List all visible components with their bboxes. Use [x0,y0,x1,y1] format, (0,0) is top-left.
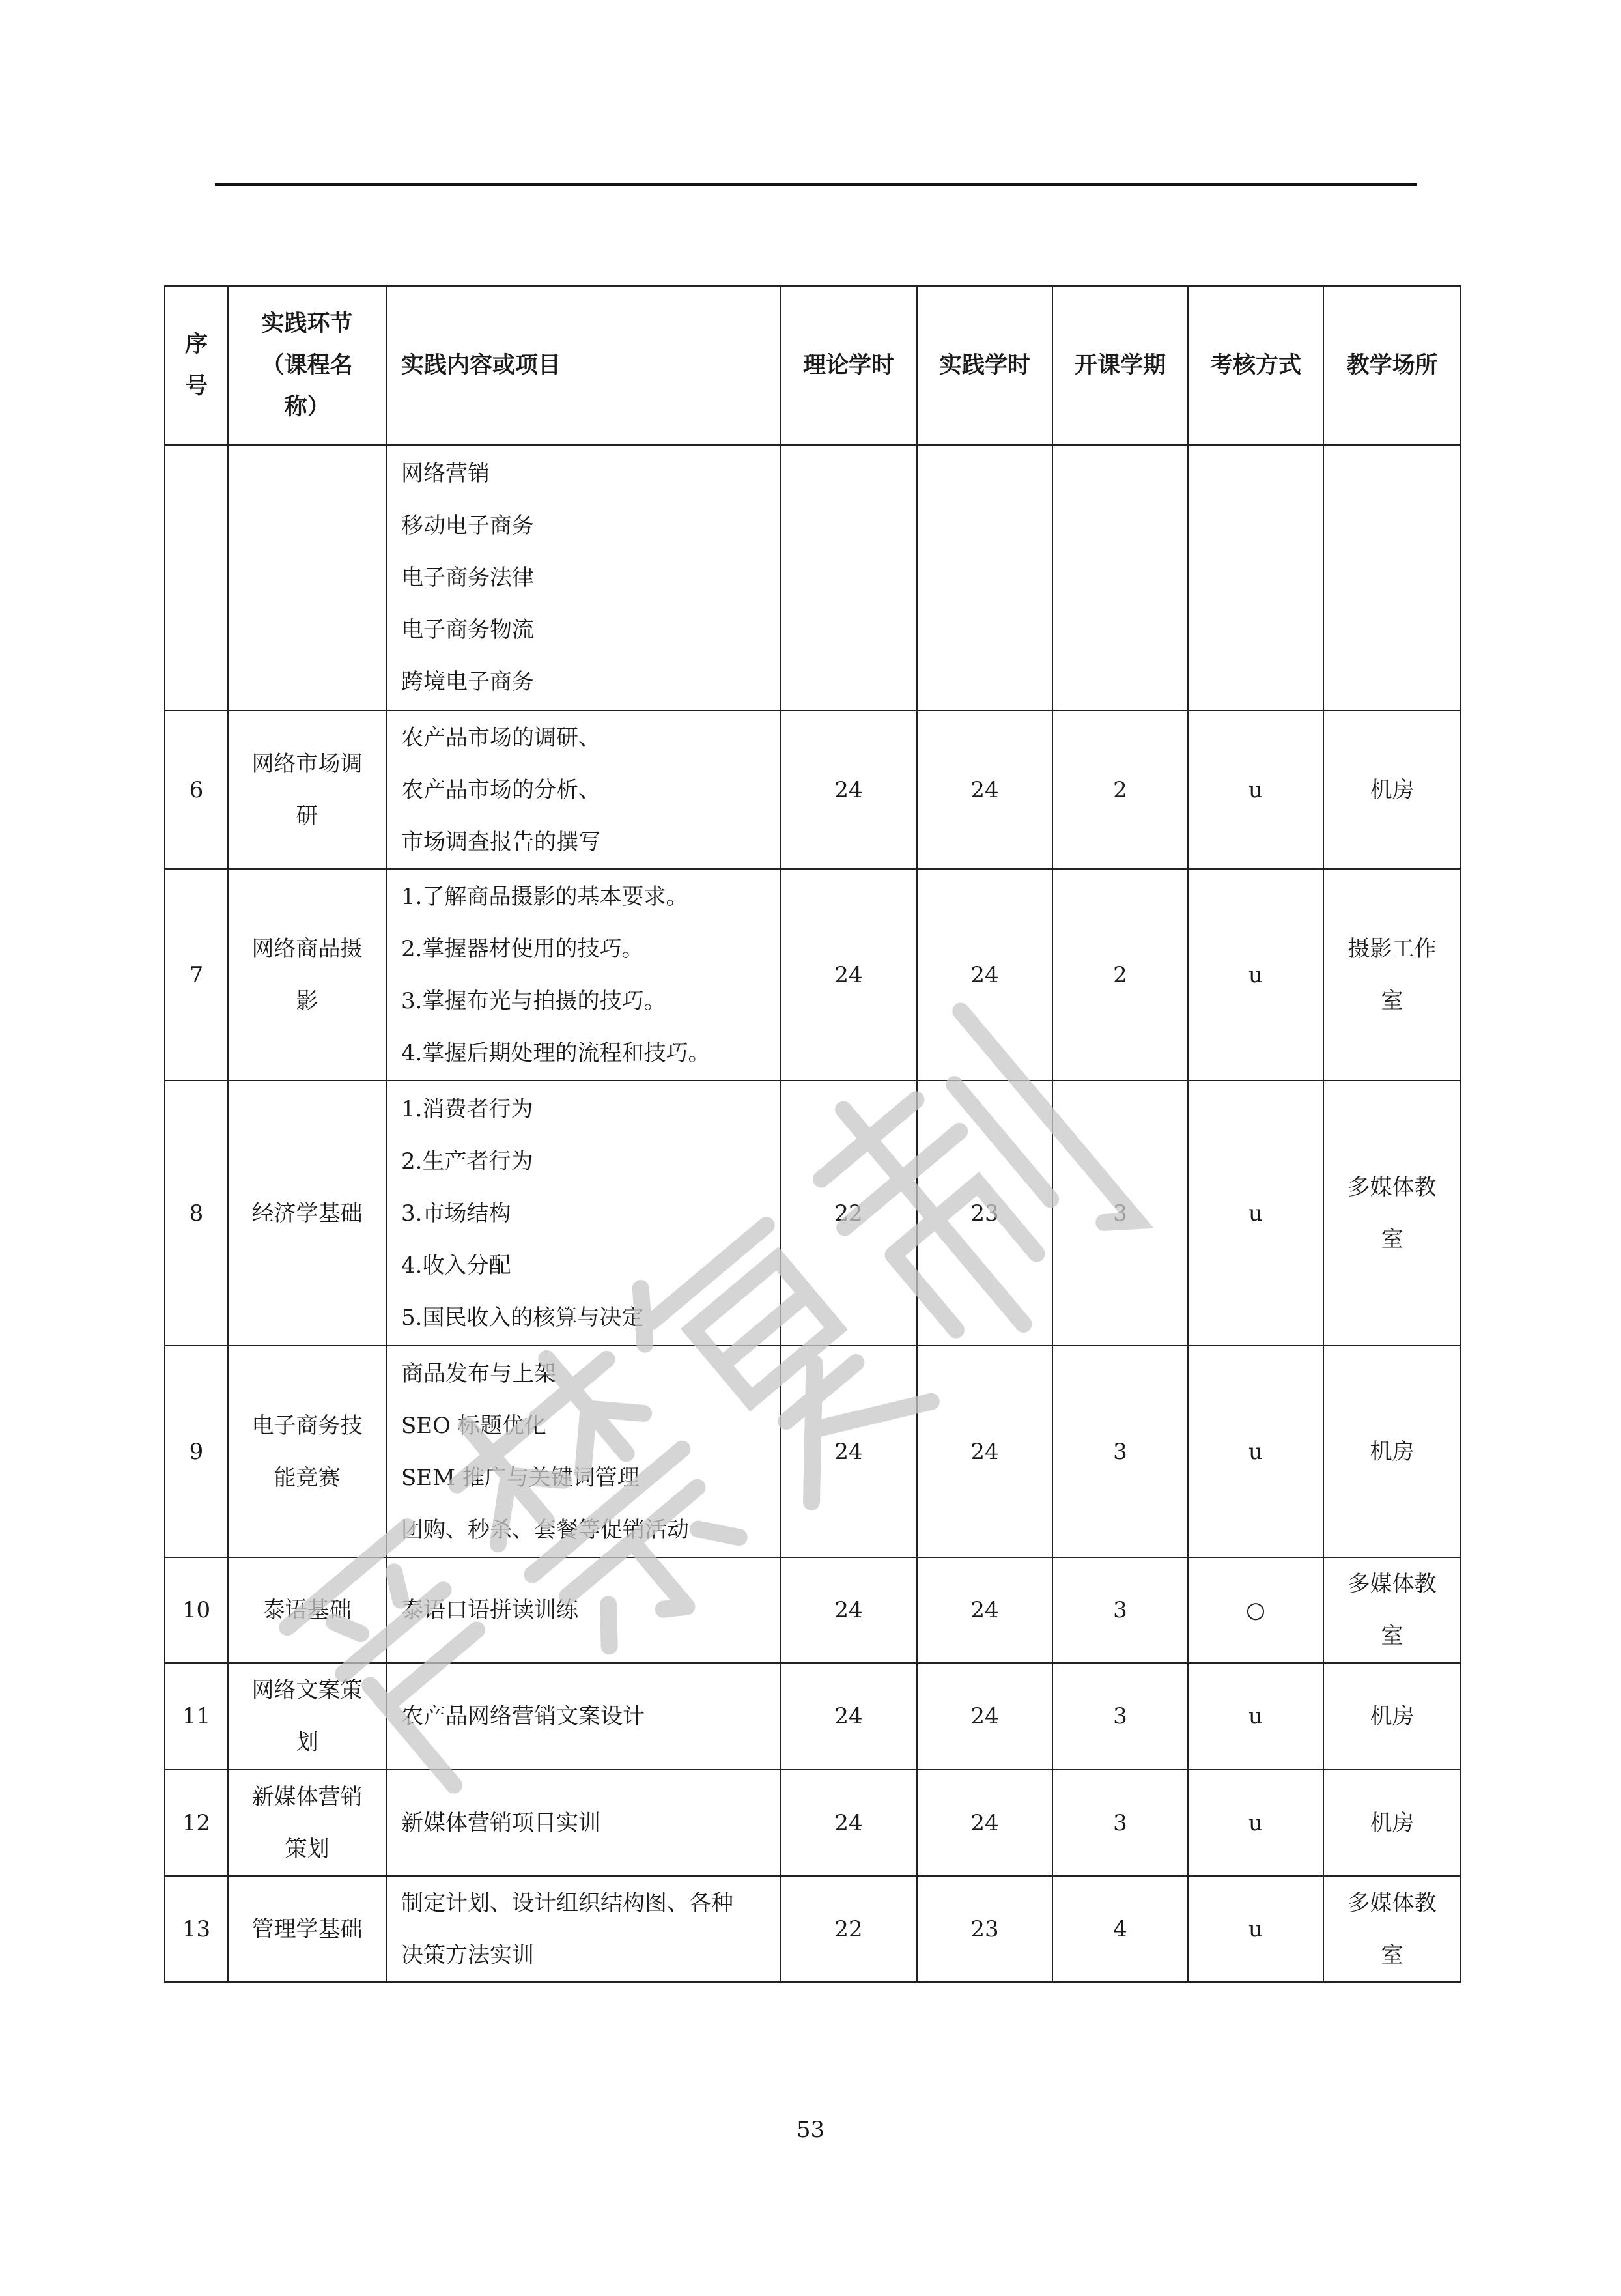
cell-item-line: 4.掌握后期处理的流程和技巧。 [401,1040,711,1066]
cell-items [386,1081,780,1346]
header-content: 实践内容或项目 [386,286,780,445]
cell-course [228,1081,386,1346]
cell-course-line: 网络文案策 [251,1677,363,1703]
cell-item-line: 移动电子商务 [401,513,534,539]
header-index [165,286,228,445]
cell-index: 13 [165,1876,228,1982]
header-practice-hours: 实践学时 [917,286,1052,445]
cell-venue-line: 机房 [1370,1438,1415,1465]
cell-course [228,869,386,1081]
cell-course-line: 策划 [285,1835,330,1862]
header-rule [215,183,1417,186]
cell-course-line: 电子商务技 [251,1412,363,1439]
cell-venue-line: 多媒体教 [1347,1571,1437,1597]
cell-course-line: 网络市场调 [251,750,363,777]
cell-venue-line: 机房 [1370,1703,1415,1729]
cell-items [386,445,780,711]
cell-assessment: ○ [1188,1557,1323,1663]
table-row [165,1081,1461,1346]
cell-item-line: SEO 标题优化 [401,1412,546,1439]
header-course-line: （课程名 [261,352,353,378]
table-row [165,1346,1461,1557]
cell-venue-line: 多媒体教 [1347,1890,1437,1916]
cell-venue [1323,1876,1461,1982]
cell-course-line: 影 [296,987,318,1014]
cell-item-line: 商品发布与上架 [401,1360,556,1387]
cell-index: 8 [165,1081,228,1346]
cell-assessment: u [1188,1770,1323,1876]
cell-course [228,1557,386,1663]
cell-assessment: u [1188,711,1323,869]
cell-venue [1323,1081,1461,1346]
cell-index [165,445,228,711]
cell-practice-hours: 24 [917,1663,1052,1770]
cell-semester [1052,445,1188,711]
table-row [165,711,1461,869]
header-theory-hours: 理论学时 [780,286,917,445]
cell-theory-hours: 24 [780,1346,917,1557]
cell-assessment [1188,445,1323,711]
cell-item-line: 3.市场结构 [401,1200,511,1226]
cell-venue-line: 室 [1381,987,1403,1014]
cell-course [228,1663,386,1770]
cell-items [386,1876,780,1982]
cell-item-line: 跨境电子商务 [401,669,534,695]
cell-practice-hours: 24 [917,711,1052,869]
cell-course-line: 研 [296,802,318,829]
cell-semester: 3 [1052,1557,1188,1663]
header-course-line: 实践环节 [261,310,353,337]
cell-items [386,1770,780,1876]
cell-index: 6 [165,711,228,869]
cell-theory-hours: 22 [780,1876,917,1982]
cell-venue-line: 室 [1381,1942,1403,1968]
cell-assessment: u [1188,869,1323,1081]
table-row [165,1876,1461,1982]
cell-semester: 3 [1052,1081,1188,1346]
cell-practice-hours: 23 [917,1081,1052,1346]
cell-venue [1323,711,1461,869]
cell-item-line: 5.国民收入的核算与决定 [401,1304,644,1331]
table-body [165,445,1461,1982]
cell-item-line: 农产品市场的调研、 [401,724,600,751]
cell-course [228,445,386,711]
cell-item-line: 2.掌握器材使用的技巧。 [401,935,644,962]
cell-course-line: 划 [296,1729,318,1755]
cell-item-line: 团购、秒杀、套餐等促销活动 [401,1516,689,1543]
cell-course [228,711,386,869]
cell-item-line: 4.收入分配 [401,1252,511,1279]
cell-semester: 3 [1052,1770,1188,1876]
cell-course [228,1346,386,1557]
table-row [165,1770,1461,1876]
header-venue: 教学场所 [1323,286,1461,445]
cell-course [228,1770,386,1876]
practice-table [164,285,1461,1983]
cell-item-line: 3.掌握布光与拍摄的技巧。 [401,987,666,1014]
cell-practice-hours: 24 [917,1770,1052,1876]
cell-semester: 3 [1052,1346,1188,1557]
table-row [165,445,1461,711]
cell-venue-line: 室 [1381,1226,1403,1253]
cell-items [386,1346,780,1557]
table-row [165,869,1461,1081]
cell-index: 9 [165,1346,228,1557]
cell-item-line: 2.生产者行为 [401,1148,533,1174]
cell-venue [1323,445,1461,711]
cell-semester: 2 [1052,869,1188,1081]
cell-practice-hours: 24 [917,869,1052,1081]
table-row [165,1557,1461,1663]
cell-item-line: 决策方法实训 [401,1942,534,1968]
cell-course-line: 网络商品摄 [251,935,363,962]
cell-item-line: 农产品市场的分析、 [401,776,600,803]
cell-practice-hours: 24 [917,1557,1052,1663]
cell-venue-line: 机房 [1370,1809,1415,1836]
cell-item-line: 制定计划、设计组织结构图、各种 [401,1890,733,1916]
cell-venue [1323,1770,1461,1876]
cell-theory-hours: 22 [780,1081,917,1346]
cell-assessment: u [1188,1663,1323,1770]
cell-course-line: 经济学基础 [251,1200,363,1226]
cell-semester: 2 [1052,711,1188,869]
cell-theory-hours [780,445,917,711]
cell-course-line: 新媒体营销 [251,1783,363,1810]
cell-theory-hours: 24 [780,711,917,869]
cell-venue-line: 摄影工作 [1347,935,1437,962]
header-assessment: 考核方式 [1188,286,1323,445]
cell-item-line: 1.了解商品摄影的基本要求。 [401,883,688,910]
cell-theory-hours: 24 [780,869,917,1081]
cell-assessment: u [1188,1876,1323,1982]
cell-venue [1323,1346,1461,1557]
cell-course-line: 管理学基础 [251,1916,363,1942]
cell-index: 12 [165,1770,228,1876]
cell-practice-hours: 23 [917,1876,1052,1982]
header-index-line: 号 [184,373,208,399]
cell-item-line: 1.消费者行为 [401,1096,533,1122]
cell-practice-hours: 24 [917,1346,1052,1557]
cell-index: 11 [165,1663,228,1770]
cell-course-line: 能竞赛 [274,1464,341,1491]
cell-item-line: 网络营销 [401,461,490,487]
cell-semester: 3 [1052,1663,1188,1770]
cell-course-line: 泰语基础 [262,1597,352,1623]
cell-item-line: 泰语口语拼读训练 [401,1597,578,1623]
cell-theory-hours: 24 [780,1770,917,1876]
cell-items [386,711,780,869]
cell-items [386,1663,780,1770]
cell-assessment: u [1188,1346,1323,1557]
cell-venue [1323,1557,1461,1663]
cell-theory-hours: 24 [780,1663,917,1770]
cell-venue-line: 多媒体教 [1347,1174,1437,1200]
cell-item-line: 农产品网络营销文案设计 [401,1703,645,1729]
cell-index: 7 [165,869,228,1081]
cell-item-line: 新媒体营销项目实训 [401,1809,600,1836]
cell-theory-hours: 24 [780,1557,917,1663]
cell-venue [1323,869,1461,1081]
cell-course [228,1876,386,1982]
cell-item-line: 电子商务法律 [401,565,534,591]
cell-venue-line: 室 [1381,1623,1403,1649]
cell-venue-line: 机房 [1370,776,1415,803]
cell-items [386,1557,780,1663]
header-semester: 开课学期 [1052,286,1188,445]
table-header-row [165,286,1461,445]
cell-items [386,869,780,1081]
cell-practice-hours [917,445,1052,711]
cell-venue [1323,1663,1461,1770]
header-course-line: 称） [284,393,330,420]
table-row [165,1663,1461,1770]
cell-item-line: 电子商务物流 [401,617,534,643]
header-course [228,286,386,445]
cell-assessment: u [1188,1081,1323,1346]
page-number: 53 [796,2117,825,2143]
header-index-line: 序 [184,331,208,358]
cell-item-line: SEM 推广与关键词管理 [401,1464,640,1491]
cell-index: 10 [165,1557,228,1663]
cell-semester: 4 [1052,1876,1188,1982]
cell-item-line: 市场调查报告的撰写 [401,829,600,855]
